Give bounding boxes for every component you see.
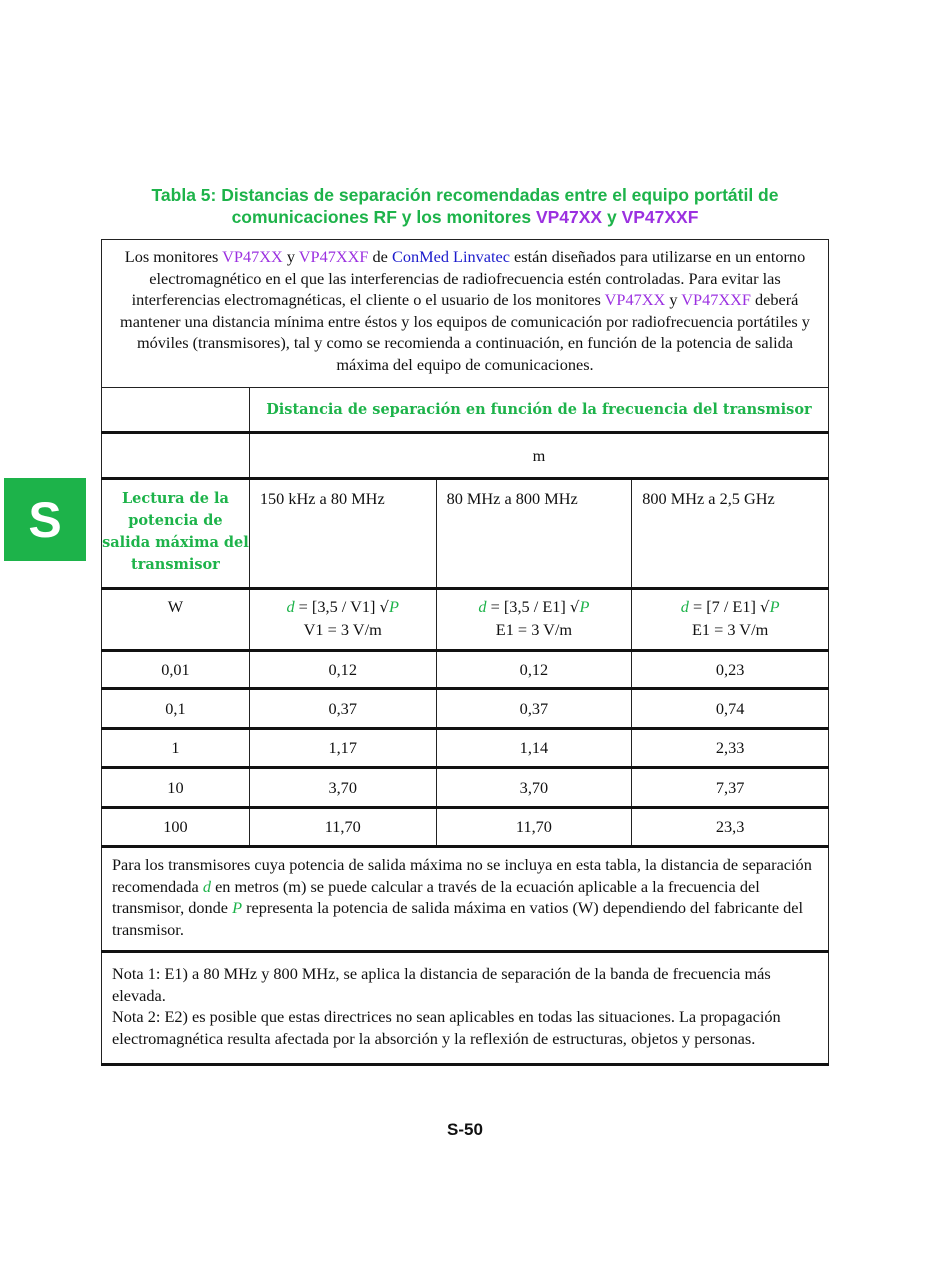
power-value: 100 bbox=[102, 808, 250, 847]
notes-cell bbox=[102, 952, 829, 1065]
distance-value: 0,74 bbox=[632, 689, 829, 729]
formula-cell: d = [7 / E1] √P E1 = 3 V/m bbox=[632, 589, 829, 651]
empty-header-cell bbox=[102, 433, 250, 479]
note-2: Nota 2: E2) es posible que estas directrices no sean aplicables en todas las situaciones. La propagación electromagnética resulta afectada por la absorción y la reflexión de estructuras, objetos y personas. bbox=[112, 1007, 781, 1048]
distance-value: 0,37 bbox=[249, 689, 436, 729]
separation-distance-table bbox=[101, 239, 829, 1066]
intro-model: VP47XX bbox=[222, 247, 283, 266]
power-unit: W bbox=[102, 589, 250, 651]
range-header: 80 MHz a 800 MHz bbox=[436, 479, 632, 589]
intro-model: VP47XX bbox=[604, 290, 666, 309]
power-value: 1 bbox=[102, 729, 250, 768]
distance-value: 0,12 bbox=[436, 651, 632, 689]
section-tab: S bbox=[4, 478, 86, 561]
distance-value: 0,12 bbox=[249, 651, 436, 689]
title-model-1: VP47XX bbox=[535, 207, 603, 227]
range-header: 150 kHz a 80 MHz bbox=[249, 479, 436, 589]
brand-name: ConMed Linvatec bbox=[391, 247, 510, 266]
table-title bbox=[0, 184, 930, 228]
table-row bbox=[102, 808, 829, 847]
table-row bbox=[102, 651, 829, 689]
intro-paragraph: Los monitores VP47XX y VP47XXF de ConMed Linvatec están diseñados para utilizarse en un entorno electromagnético en el que las interferencias de radiofrecuencia estén controladas. Para evitar las interferencias electromagnéticas, el cliente o el usuario de los monitores VP47XX y VP47XXF deberá mantener una distancia mínima entre éstos y los equipos de comunicación por radiofrecuencia portátiles y móviles (transmisores), tal y como se recomienda a continuación, en función de la potencia de salida máxima del equipo de comunicaciones. bbox=[102, 240, 829, 388]
formula-cell: d = [3,5 / V1] √P V1 = 3 V/m bbox=[249, 589, 436, 651]
intro-model: VP47XXF bbox=[298, 247, 369, 266]
title-connector: y bbox=[602, 207, 622, 227]
note-1: Nota 1: E1) a 80 MHz y 800 MHz, se aplica la distancia de separación de la banda de frecuencia más elevada. bbox=[112, 964, 771, 1005]
range-header: 800 MHz a 2,5 GHz bbox=[632, 479, 829, 589]
title-line-2 bbox=[0, 206, 930, 228]
table-row bbox=[102, 689, 829, 729]
table-row bbox=[102, 729, 829, 768]
table-row bbox=[102, 768, 829, 808]
distance-value: 3,70 bbox=[436, 768, 632, 808]
calculation-note: Para los transmisores cuya potencia de salida máxima no se incluya en esta tabla, la distancia de separación recomendada d en metros (m) se puede calcular a través de la ecuación aplicable a la frecuencia del transmisor, donde P representa la potencia de salida máxima en vatios (W) dependiendo del fabricante del transmisor. bbox=[102, 847, 829, 952]
distance-value: 0,23 bbox=[632, 651, 829, 689]
power-value: 0,1 bbox=[102, 689, 250, 729]
intro-model: VP47XXF bbox=[681, 290, 751, 309]
distance-value: 2,33 bbox=[632, 729, 829, 768]
power-value: 0,01 bbox=[102, 651, 250, 689]
distance-value: 23,3 bbox=[632, 808, 829, 847]
distance-value: 1,17 bbox=[249, 729, 436, 768]
distance-value: 3,70 bbox=[249, 768, 436, 808]
formula-cell: d = [3,5 / E1] √P E1 = 3 V/m bbox=[436, 589, 632, 651]
page-number: S-50 bbox=[447, 1120, 483, 1139]
title-line-1: Tabla 5: Distancias de separación recomendadas entre el equipo portátil de bbox=[151, 185, 779, 205]
title-model-2: VP47XXF bbox=[621, 207, 699, 227]
distance-value: 0,37 bbox=[436, 689, 632, 729]
distance-value: 11,70 bbox=[249, 808, 436, 847]
distance-header: Distancia de separación en función de la frecuencia del transmisor bbox=[249, 388, 828, 433]
power-header: Lectura de la potencia de salida máxima del transmisor bbox=[102, 479, 250, 589]
distance-value: 7,37 bbox=[632, 768, 829, 808]
power-value: 10 bbox=[102, 768, 250, 808]
empty-header-cell bbox=[102, 388, 250, 433]
unit-header: m bbox=[249, 433, 828, 479]
distance-value: 11,70 bbox=[436, 808, 632, 847]
distance-value: 1,14 bbox=[436, 729, 632, 768]
title-prefix: comunicaciones RF y los monitores bbox=[231, 207, 536, 227]
